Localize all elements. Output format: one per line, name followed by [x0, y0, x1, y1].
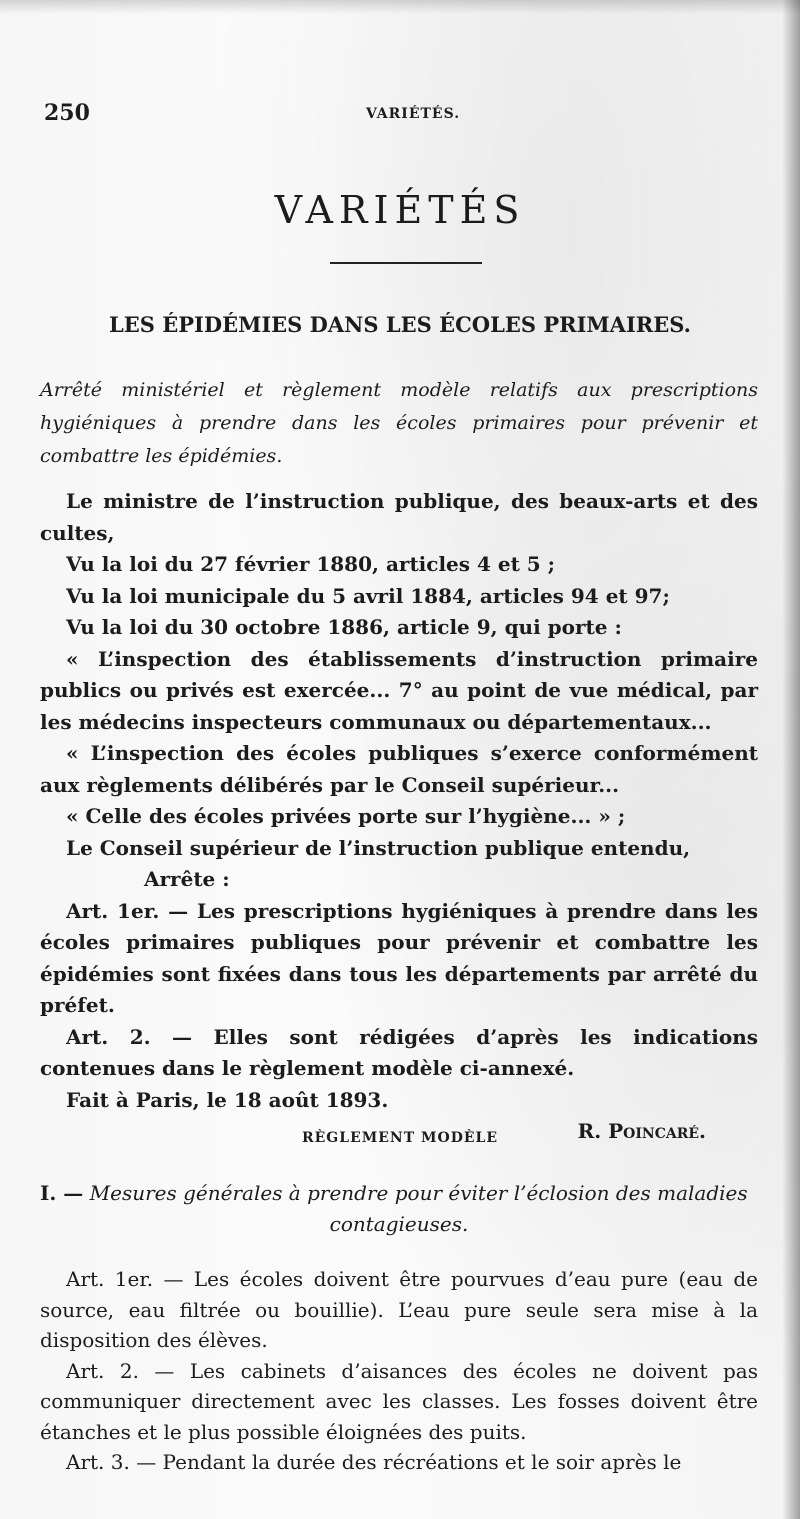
page-title: VARIÉTÉS [274, 188, 526, 232]
decree-quote: « L’inspection des écoles publiques s’exerce conformément aux règlements délibérés par le Conseil supérieur... [40, 741, 758, 797]
decree-body [40, 486, 758, 1148]
reglement-title: RÈGLEMENT MODÈLE [301, 1130, 499, 1146]
decree-visa: Vu la loi du 27 février 1880, articles 4 et 5 ; [66, 552, 556, 576]
signature-name: R. Poincaré. [577, 1119, 706, 1143]
decree-visa: Vu la loi du 30 octobre 1886, article 9, qui porte : [66, 615, 622, 639]
section-heading [40, 1178, 758, 1240]
page-shadow-top [0, 0, 800, 14]
title-rule [330, 262, 482, 264]
section-heading-text: Mesures générales à prendre pour éviter l’éclosion des maladies [89, 1181, 748, 1205]
reglement-article: Art. 1er. — Les écoles doivent être pourvues d’eau pure (eau de source, eau filtrée ou bouillie). L’eau pure seule sera mise à la disposition des élèves. [40, 1267, 758, 1352]
running-head: VARIÉTÉS. [366, 106, 461, 122]
decree-council: Le Conseil supérieur de l’instruction publique entendu, [66, 835, 691, 860]
decree-arrete: Arrête : [144, 867, 230, 891]
section-title: LES ÉPIDÉMIES DANS LES ÉCOLES PRIMAIRES. [109, 312, 691, 337]
decree-article: Art. 1er. — Les prescriptions hygiéniques à prendre dans les écoles primaires publiques pour prévenir et combattre les épidémies sont fixées dans tous les départements par arrêté du préfet. [40, 898, 758, 1017]
decree-subtitle: Arrêté ministériel et règlement modèle relatifs aux prescriptions hygiéniques à prendre dans les écoles primaires pour prévenir et combattre les épidémies. [40, 379, 758, 467]
decree-visa: Vu la loi municipale du 5 avril 1884, articles 94 et 97; [66, 583, 670, 608]
reglement-article: Art. 3. — Pendant la durée des récréations et le soir après le [66, 1450, 682, 1474]
reglement-article: Art. 2. — Les cabinets d’aisances des écoles ne doivent pas communiquer directement avec les classes. Les fosses doivent être étanches et le plus possible éloignées des puits. [40, 1358, 758, 1444]
decree-date: Fait à Paris, le 18 août 1893. [66, 1087, 389, 1112]
decree-preamble: Le ministre de l’instruction publique, des beaux-arts et des cultes, [40, 489, 758, 545]
section-heading-continuation: contagieuses. [329, 1212, 469, 1236]
section-heading-line [40, 1178, 758, 1209]
section-number: I. — [40, 1181, 84, 1205]
page-header [44, 100, 744, 130]
page-number: 250 [44, 100, 90, 126]
reglement-articles [40, 1264, 758, 1478]
decree-quote: « Celle des écoles privées porte sur l’hygiène... » ; [66, 804, 626, 828]
decree-quote: « L’inspection des établissements d’instruction primaire publics ou privés est exercée... 7° au point de vue médical, par les médecins inspecteurs communaux ou départementaux... [40, 646, 758, 734]
decree-article: Art. 2. — Elles sont rédigées d’après les indications contenues dans le règlement modèle ci-annexé. [40, 1024, 758, 1080]
